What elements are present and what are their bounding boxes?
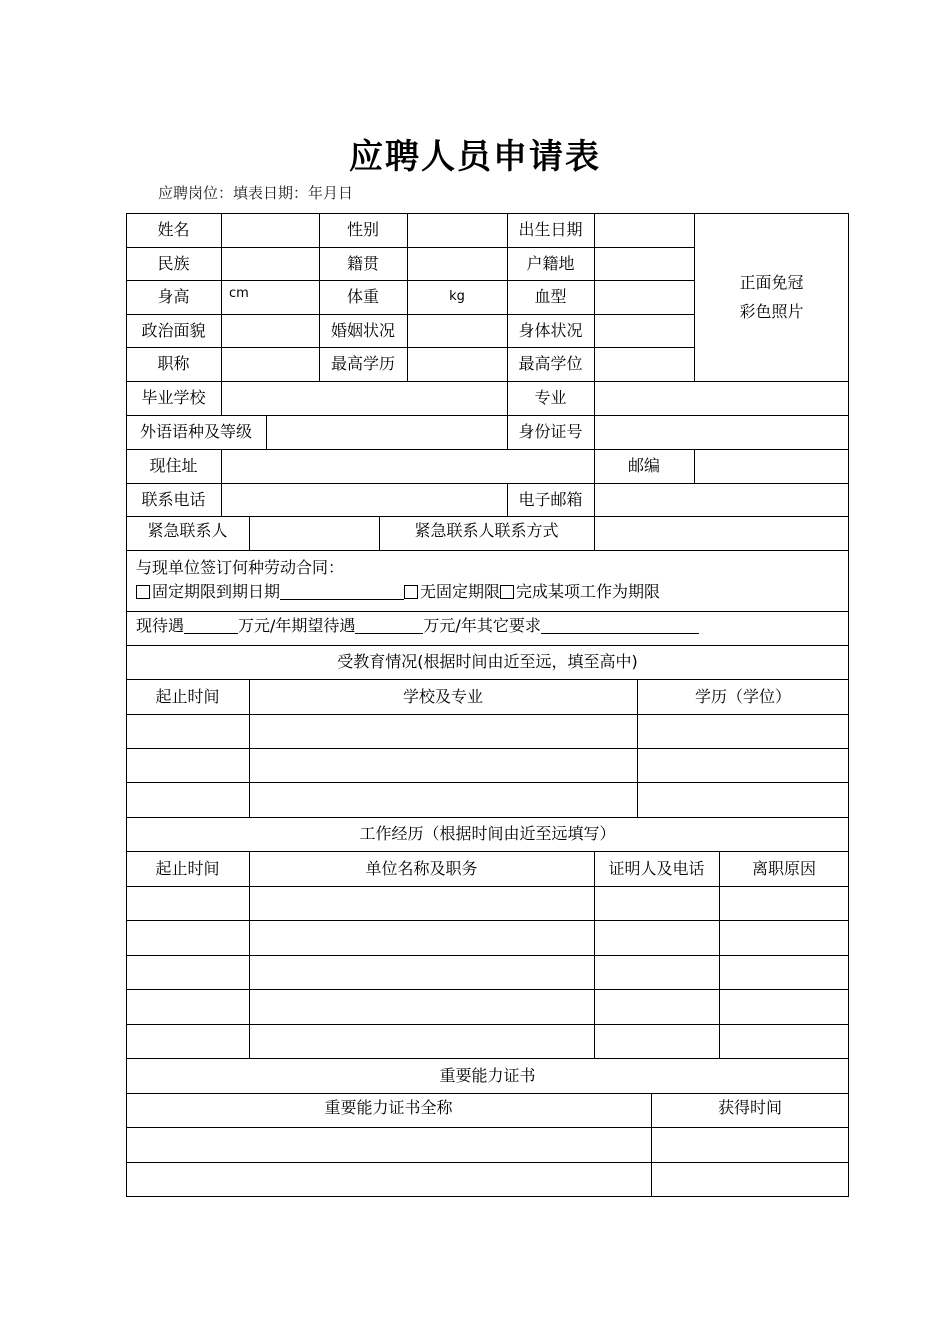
weight-unit: kg — [449, 289, 465, 304]
photo-label-line1: 正面免冠 — [739, 273, 804, 292]
form-subtitle: 应聘岗位：填表日期：年月日 — [158, 184, 354, 202]
project-term-label: 完成某项工作为期限 — [516, 582, 661, 601]
work-col-reference: 证明人及电话 — [608, 858, 705, 878]
contract-options — [126, 578, 849, 606]
education-label: 最高学历 — [330, 354, 395, 373]
education-col-degree: 学历（学位） — [694, 686, 791, 706]
expected-salary-label: 万元/年期望待遇 — [238, 616, 356, 635]
postcode-label: 邮编 — [627, 456, 660, 475]
emergency-label: 紧急联系人 — [147, 521, 228, 540]
address-label: 现住址 — [149, 456, 198, 475]
blood-type-label: 血型 — [534, 287, 567, 306]
household-label: 户籍地 — [526, 253, 575, 273]
gender-label: 性别 — [346, 220, 379, 239]
school-label: 毕业学校 — [141, 388, 206, 407]
page-title: 应聘人员申请表 — [349, 137, 601, 177]
application-form — [126, 213, 849, 1197]
work-col-company: 单位名称及职务 — [365, 858, 478, 878]
birth-date-label: 出生日期 — [518, 220, 583, 239]
ethnicity-label: 民族 — [157, 253, 190, 273]
education-col-time: 起止时间 — [155, 686, 220, 706]
name-label: 姓名 — [157, 220, 190, 239]
weight-label: 体重 — [346, 287, 379, 306]
id-number-label: 身份证号 — [518, 422, 583, 441]
contract-question: 与现单位签订何种劳动合同： — [136, 558, 345, 577]
other-requirements-blank[interactable] — [541, 619, 699, 634]
marital-label: 婚姻状况 — [330, 320, 395, 340]
political-label: 政治面貌 — [141, 320, 206, 340]
health-label: 身体状况 — [518, 320, 583, 340]
fixed-term-checkbox[interactable] — [136, 585, 150, 599]
photo-label-line2: 彩色照片 — [739, 302, 804, 321]
title-label: 职称 — [157, 354, 190, 373]
salary-row — [126, 611, 849, 641]
fixed-term-label: 固定期限到期日期 — [152, 582, 281, 601]
cert-col-name: 重要能力证书全称 — [324, 1098, 453, 1117]
cert-heading: 重要能力证书 — [439, 1065, 536, 1085]
current-salary-label: 现待遇 — [136, 616, 185, 635]
expiry-date-blank[interactable] — [280, 585, 404, 600]
degree-label: 最高学位 — [518, 354, 583, 373]
current-salary-blank[interactable] — [184, 619, 238, 634]
height-label: 身高 — [157, 287, 190, 306]
language-label: 外语语种及等级 — [139, 422, 252, 441]
email-label: 电子邮箱 — [518, 489, 583, 509]
expected-salary-blank[interactable] — [355, 619, 423, 634]
height-unit: cm — [229, 286, 249, 301]
emergency-contact-label: 紧急联系人联系方式 — [414, 521, 559, 540]
cert-col-time: 获得时间 — [717, 1098, 782, 1117]
open-term-label: 无固定期限 — [420, 582, 501, 601]
photo-placeholder[interactable] — [694, 213, 849, 381]
work-col-time: 起止时间 — [155, 858, 220, 878]
work-heading: 工作经历（根据时间由近至远填写） — [359, 824, 616, 843]
project-term-checkbox[interactable] — [500, 585, 514, 599]
phone-label: 联系电话 — [141, 489, 206, 509]
education-col-school: 学校及专业 — [402, 686, 483, 706]
work-col-reason: 离职原因 — [751, 858, 816, 878]
major-label: 专业 — [534, 388, 567, 407]
education-heading: 受教育情况(根据时间由近至远，填至高中) — [337, 652, 638, 671]
native-place-label: 籍贯 — [346, 253, 379, 273]
open-term-checkbox[interactable] — [404, 585, 418, 599]
other-requirements-label: 万元/年其它要求 — [423, 616, 541, 635]
